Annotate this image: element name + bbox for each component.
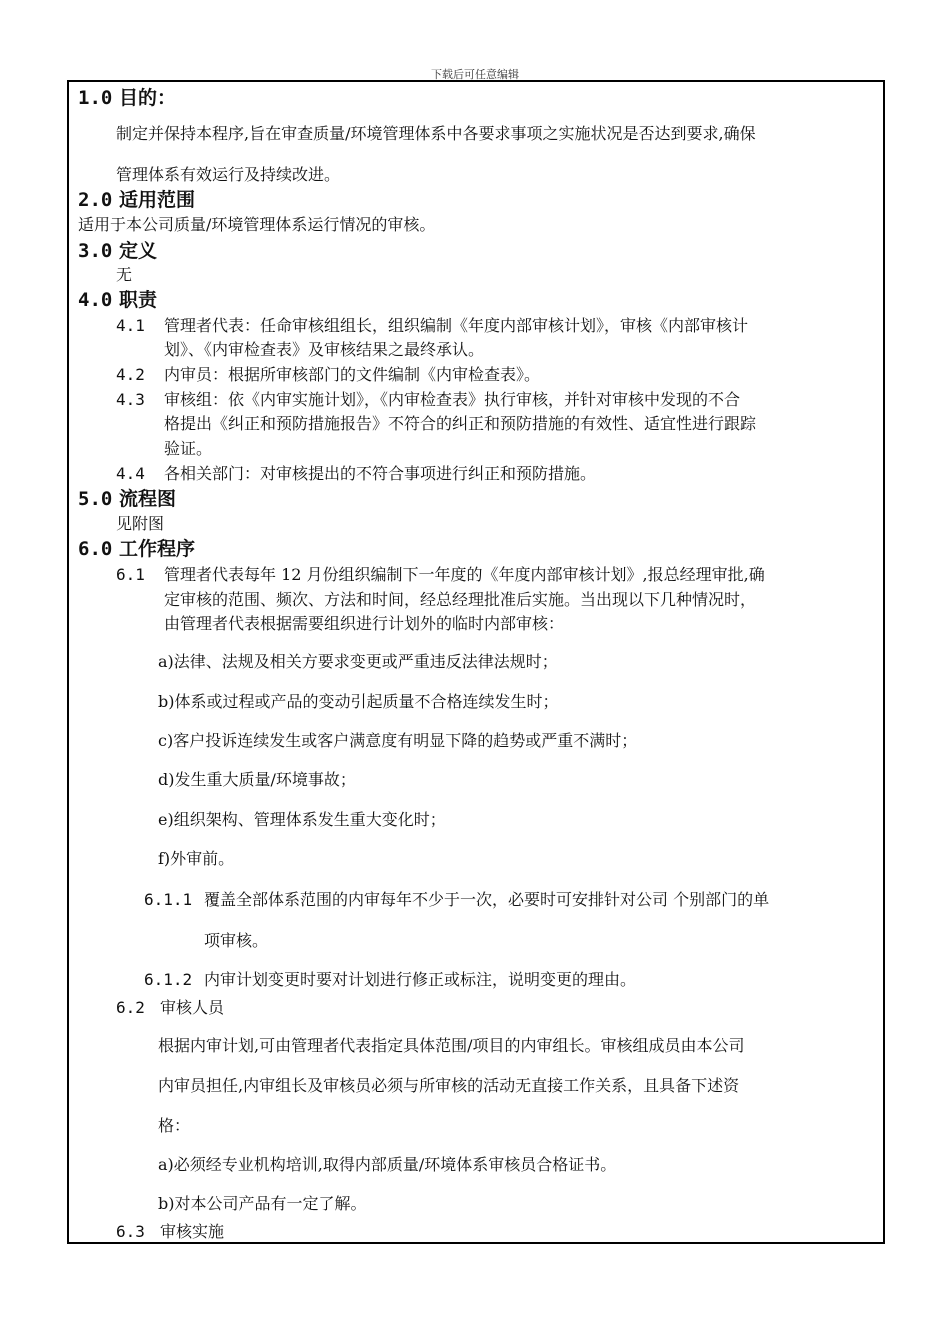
section-5-title: 流程图 <box>118 488 176 510</box>
section-2-text: 适用于本公司质量/环境管理体系运行情况的审核。 <box>78 215 436 234</box>
item-text: 审核组：依《内审实施计划》，《内审检查表》执行审核，并针对审核中发现的不合 <box>164 390 741 409</box>
item-title: 审核人员 <box>160 998 225 1017</box>
section-1-number: 1.0 <box>78 87 113 109</box>
section-6-number: 6.0 <box>78 538 113 560</box>
item-text: 内审员：根据所审核部门的文件编制《内审检查表》。 <box>164 365 541 384</box>
condition-e: e)组织架构、管理体系发生重大变化时； <box>158 810 446 829</box>
section-5-number: 5.0 <box>78 488 113 510</box>
qualification-a: a)必须经专业机构培训,取得内部质量/环境体系审核员合格证书。 <box>158 1155 617 1174</box>
section-6-1-1-line1 <box>144 890 769 910</box>
item-number: 6.1 <box>116 565 145 584</box>
qualification-b: b)对本公司产品有一定了解。 <box>158 1194 367 1213</box>
item-number: 4.4 <box>116 464 145 483</box>
header-note: 下载后可任意编辑 <box>431 68 519 81</box>
section-4-item-3-line2: 格提出《纠正和预防措施报告》不符合的纠正和预防措施的有效性、适宜性进行跟踪 <box>164 414 757 433</box>
item-number: 6.2 <box>116 998 145 1017</box>
section-1-title: 目的： <box>118 87 176 109</box>
section-4-item-3-line3: 验证。 <box>164 439 213 458</box>
section-6-3-heading <box>116 1222 224 1242</box>
section-6-2-heading <box>116 998 224 1018</box>
section-6-heading <box>78 538 195 560</box>
condition-d: d)发生重大质量/环境事故； <box>158 770 356 789</box>
condition-a: a)法律、法规及相关方要求变更或严重违反法律法规时； <box>158 652 558 671</box>
item-text: 内审计划变更时要对计划进行修正或标注，说明变更的理由。 <box>204 970 637 989</box>
item-number: 6.1.1 <box>144 890 193 909</box>
section-2-title: 适用范围 <box>118 189 195 211</box>
section-4-item-1-line1 <box>116 316 748 336</box>
section-6-1-1-line2: 项审核。 <box>204 931 269 950</box>
section-4-item-4 <box>116 464 596 484</box>
section-6-2-line1: 根据内审计划,可由管理者代表指定具体范围/项目的内审组长。审核组成员由本公司 <box>158 1036 745 1055</box>
item-text: 覆盖全部体系范围的内审每年不少于一次，必要时可安排针对公司 个别部门的单 <box>204 890 770 909</box>
condition-b: b)体系或过程或产品的变动引起质量不合格连续发生时； <box>158 692 559 711</box>
section-5-text: 见附图 <box>116 514 165 533</box>
item-number: 4.2 <box>116 365 145 384</box>
section-1-heading <box>78 87 176 109</box>
section-4-item-2 <box>116 365 540 385</box>
section-3-text: 无 <box>116 265 133 284</box>
item-text: 管理者代表：任命审核组组长，组织编制《年度内部审核计划》，审核《内部审核计 <box>164 316 749 335</box>
section-6-title: 工作程序 <box>118 538 195 560</box>
item-number: 6.3 <box>116 1222 145 1241</box>
section-4-title: 职责 <box>118 289 157 311</box>
section-6-1-line3: 由管理者代表根据需要组织进行计划外的临时内部审核： <box>164 614 565 633</box>
section-3-number: 3.0 <box>78 240 113 262</box>
item-number: 4.1 <box>116 316 145 335</box>
section-5-heading <box>78 488 176 510</box>
section-3-title: 定义 <box>118 240 157 262</box>
section-4-item-3-line1 <box>116 390 740 410</box>
section-4-heading <box>78 289 157 311</box>
section-6-2-line2: 内审员担任,内审组长及审核员必须与所审核的活动无直接工作关系，且具备下述资 <box>158 1076 740 1095</box>
section-4-number: 4.0 <box>78 289 113 311</box>
section-3-heading <box>78 240 157 262</box>
condition-c: c)客户投诉连续发生或客户满意度有明显下降的趋势或严重不满时； <box>158 731 638 750</box>
section-2-number: 2.0 <box>78 189 113 211</box>
section-1-text-line1: 制定并保持本程序,旨在审查质量/环境管理体系中各要求事项之实施状况是否达到要求,确保 <box>116 124 756 143</box>
section-6-1-2 <box>144 970 636 990</box>
section-6-1-line2: 定审核的范围、频次、方法和时间，经总经理批准后实施。当出现以下几种情况时， <box>164 590 757 609</box>
item-text: 各相关部门：对审核提出的不符合事项进行纠正和预防措施。 <box>164 464 597 483</box>
section-6-1-line1 <box>116 565 765 585</box>
section-2-heading <box>78 189 195 211</box>
condition-f: f)外审前。 <box>158 849 235 868</box>
item-text: 管理者代表每年 12 月份组织编制下一年度的《年度内部审核计划》,报总经理审批,确 <box>164 565 765 584</box>
section-1-text-line2: 管理体系有效运行及持续改进。 <box>116 165 341 184</box>
section-6-2-line3: 格： <box>158 1116 191 1135</box>
section-4-item-1-line2: 划》、《内审检查表》及审核结果之最终承认。 <box>164 340 485 359</box>
item-title: 审核实施 <box>160 1222 225 1241</box>
item-number: 6.1.2 <box>144 970 193 989</box>
item-number: 4.3 <box>116 390 145 409</box>
